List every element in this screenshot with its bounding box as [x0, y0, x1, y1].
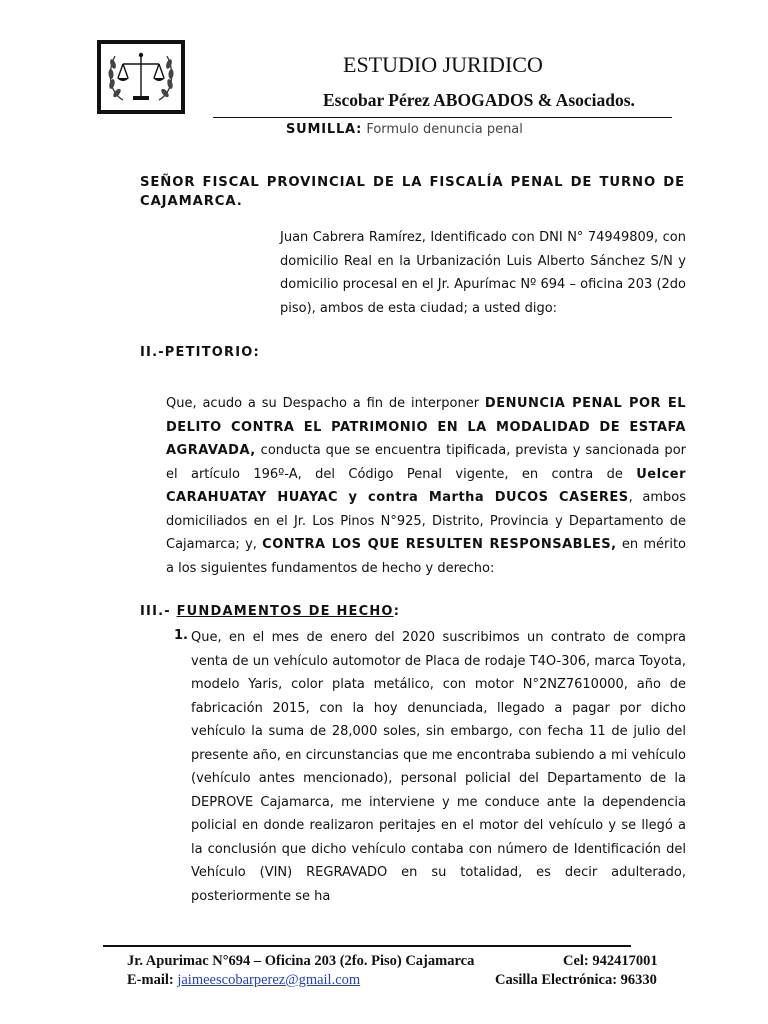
footer-email-link[interactable]: jaimeescobarperez@gmail.com: [177, 972, 361, 988]
petitorio-heading: II.-PETITORIO:: [140, 345, 260, 360]
sumilla-line: [286, 122, 523, 137]
petitorio-bold-3: CONTRA LOS QUE RESULTEN RESPONSABLES,: [262, 537, 617, 552]
fundamentos-heading-suffix: :: [393, 604, 401, 619]
law-firm-logo: [97, 40, 185, 114]
fundamentos-heading-title: FUNDAMENTOS DE HECHO: [176, 604, 394, 619]
firm-title: ESTUDIO JURIDICO: [343, 52, 543, 77]
petitorio-paragraph: [166, 392, 686, 580]
sumilla-value: Formulo denuncia penal: [366, 122, 523, 137]
petitorio-bold-2: Uelcer CARAHUATAY HUAYAC y contra Martha DUCOS CASERES: [166, 466, 686, 505]
petitorio-text-1: Que, acudo a su Despacho a fin de interponer: [166, 396, 485, 411]
fundamentos-heading-prefix: III.-: [140, 604, 177, 619]
list-item-number: 1.: [174, 628, 188, 643]
header-divider: [213, 117, 672, 118]
petitorio-bold-1: DENUNCIA PENAL POR EL DELITO CONTRA EL PATRIMONIO EN LA MODALIDAD DE ESTAFA AGRAVADA,: [166, 396, 686, 458]
footer-casilla: Casilla Electrónica: 96330: [495, 972, 657, 988]
footer-email-label: E-mail:: [127, 972, 178, 988]
petitorio-text-2: conducta que se encuentra tipificada, prevista y sancionada por el artículo 196º-A, del Código Penal vigente, en contra de: [166, 443, 686, 482]
firm-subtitle: Escobar Pérez ABOGADOS & Asociados.: [323, 90, 635, 110]
sumilla-label: SUMILLA:: [286, 122, 363, 137]
intro-paragraph: Juan Cabrera Ramírez, Identificado con DNI N° 74949809, con domicilio Real en la Urbanización Luis Alberto Sánchez S/N y domicilio procesal en el Jr. Apurímac Nº 694 – oficina 203 (2do piso), ambos de esta ciudad; a usted digo:: [280, 230, 686, 316]
footer-address: Jr. Apurimac N°694 – Oficina 203 (2fo. Piso) Cajamarca: [127, 953, 475, 969]
list-item-text: Que, en el mes de enero del 2020 suscribimos un contrato de compra venta de un vehículo automotor de Placa de rodaje T4O-306, marca Toyota, modelo Yaris, color plata metálico, con motor N°2NZ7610000, año de fabricación 2015, con la hoy denunciada, llegado a pagar por dicho vehículo la suma de 28,000 soles, sin embargo, con fecha 11 de julio del presente año, en circunstancias que me encontraba subiendo a mi vehículo (vehículo antes mencionado), personal policial del Departamento de la DEPROVE Cajamarca, me interviene y me conduce ante la dependencia policial en donde realizaron peritajes en el motor del vehículo y se llegó a la conclusión que dicho vehículo contaba con número de Identificación del Vehículo (VIN) REGRAVADO en su totalidad, es decir adulterado, posteriormente se ha: [191, 630, 686, 904]
petitorio-text-3: , ambos domiciliados en el Jr. Los Pinos N°925, Distrito, Provincia y Departamento de Cajamarca; y,: [166, 490, 687, 552]
footer-divider: [103, 945, 631, 947]
petitorio-text-4: en mérito a los siguientes fundamentos de hecho y derecho:: [166, 537, 686, 576]
fundamentos-heading: [140, 604, 400, 619]
footer-email-line: [127, 972, 360, 989]
footer-phone: Cel: 942417001: [563, 953, 658, 969]
justice-scale-icon: [101, 44, 181, 110]
addressee-heading: SEÑOR FISCAL PROVINCIAL DE LA FISCALÍA PENAL DE TURNO DE CAJAMARCA.: [140, 175, 685, 209]
